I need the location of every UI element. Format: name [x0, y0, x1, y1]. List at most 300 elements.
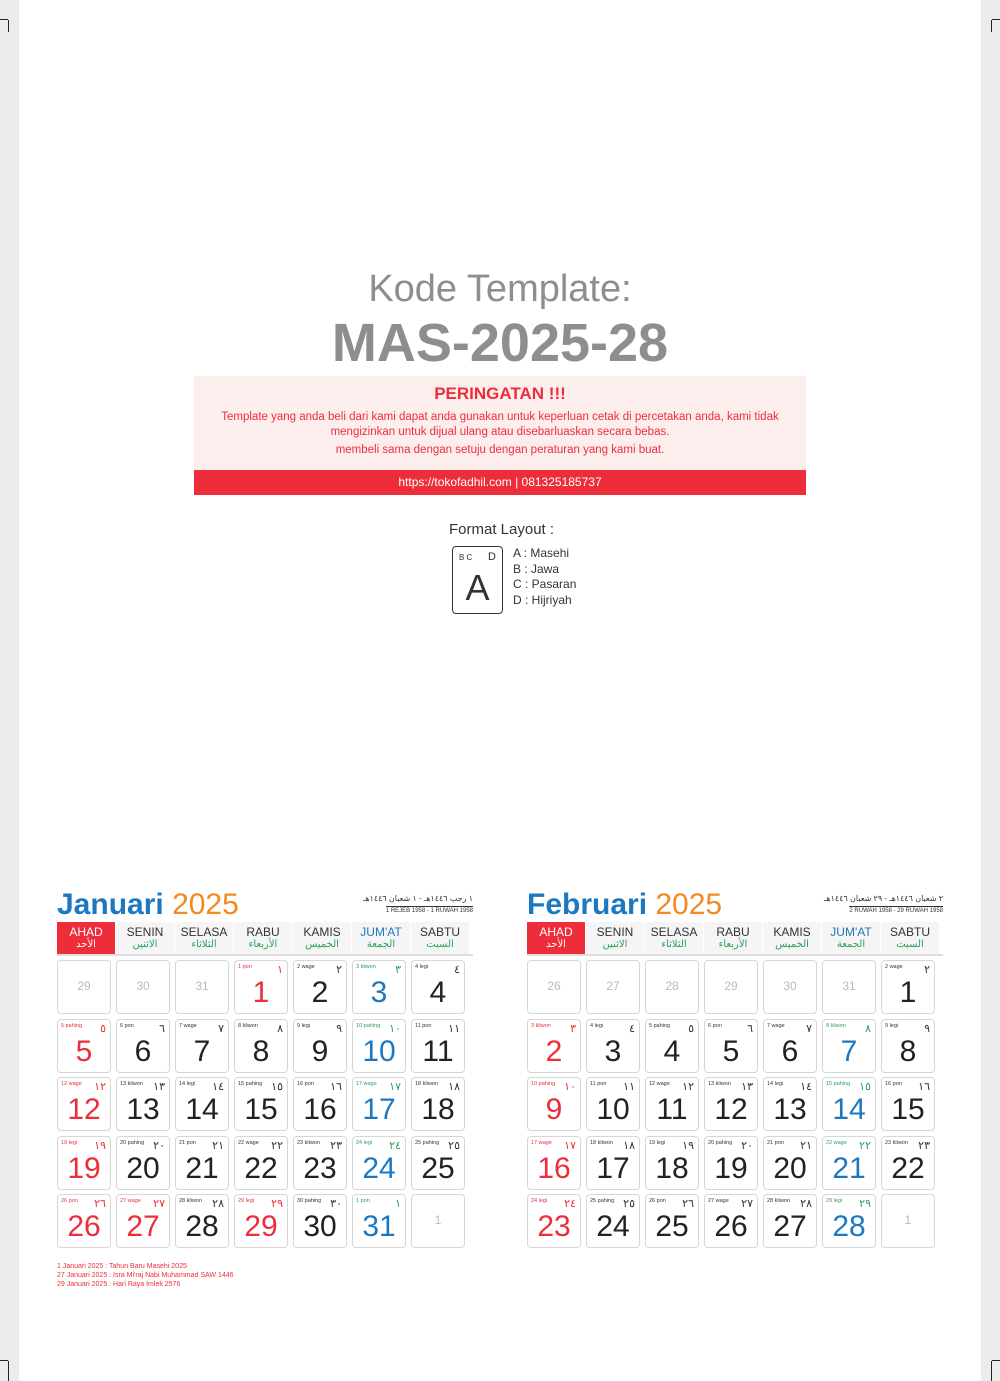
date-number: 21	[185, 1151, 219, 1185]
date-number: 6	[781, 1034, 799, 1068]
date-cell	[352, 1077, 406, 1131]
pasaran-label: 13 kliwon	[120, 1081, 143, 1087]
pasaran-label: 17 wage	[531, 1139, 552, 1146]
date-number: 31	[842, 979, 856, 993]
date-cell	[411, 1077, 465, 1131]
left-margin-strip	[0, 0, 19, 1381]
date-number: 8	[899, 1034, 917, 1068]
date-cell	[881, 1077, 935, 1131]
date-cell	[763, 1019, 817, 1073]
date-cell	[175, 1077, 229, 1131]
pasaran-label: 26 pon	[61, 1198, 78, 1204]
day-name-arabic: الأحد	[546, 939, 566, 950]
hijri-date: ٢٦	[682, 1198, 694, 1210]
pasaran-label: 14 legi	[767, 1081, 784, 1087]
date-number: 15	[244, 1093, 278, 1126]
day-name-arabic: الأربعاء	[248, 939, 278, 950]
date-number: 19	[67, 1151, 101, 1185]
hijri-date: ٢٢	[859, 1139, 871, 1152]
date-cell	[234, 1077, 288, 1131]
pasaran-label: 21 pon	[179, 1139, 196, 1146]
date-number: 29	[244, 1210, 278, 1243]
date-cell	[822, 1136, 876, 1190]
date-cell	[822, 1019, 876, 1073]
crop-mark	[0, 1360, 8, 1361]
day-name: SELASA	[180, 925, 228, 939]
crop-mark	[991, 20, 992, 32]
hijri-range: ٢ شعبان ١٤٤٦هـ - ٢٩ شعبان ١٤٤٦هـ	[824, 894, 943, 903]
pasaran-label: 15 pahing	[826, 1081, 851, 1087]
date-number: 31	[362, 1210, 396, 1243]
year: 2025	[655, 888, 723, 921]
date-number: 30	[136, 979, 150, 993]
date-number: 8	[252, 1034, 270, 1068]
hijri-date: ٢٠	[153, 1139, 165, 1152]
date-cell	[704, 1194, 758, 1248]
pasaran-label: 14 legi	[179, 1081, 196, 1087]
date-cell	[293, 1136, 347, 1190]
hijri-date: ١٣	[153, 1081, 165, 1093]
date-cell	[411, 960, 465, 1014]
date-cell	[57, 1077, 111, 1131]
hijri-date: ١٦	[918, 1081, 930, 1093]
crop-mark	[8, 20, 9, 32]
date-cell	[763, 1136, 817, 1190]
date-number: 20	[126, 1151, 160, 1185]
pasaran-label: 5 pahing	[61, 1022, 83, 1029]
date-cell	[234, 960, 288, 1014]
year: 2025	[172, 888, 239, 921]
pasaran-label: 5 pahing	[649, 1022, 671, 1029]
day-name-arabic: السبت	[896, 939, 924, 950]
date-number: 14	[832, 1093, 866, 1126]
hijri-date: ٨	[865, 1022, 871, 1035]
pasaran-label: 27 wage	[708, 1198, 729, 1204]
date-number: 28	[665, 979, 679, 993]
hijri-date: ٩	[336, 1022, 342, 1035]
date-cell	[645, 1194, 699, 1248]
date-number: 28	[832, 1210, 866, 1243]
hijri-date: ٣	[395, 964, 401, 976]
pasaran-label: 19 legi	[61, 1139, 78, 1146]
date-number: 27	[126, 1210, 160, 1243]
hijri-date: ٢١	[800, 1139, 812, 1152]
date-cell	[586, 1019, 640, 1073]
hijri-date: ١٩	[94, 1139, 106, 1152]
day-name-arabic: الثلاثاء	[191, 939, 217, 950]
day-name: RABU	[246, 925, 280, 939]
date-cell	[763, 1077, 817, 1131]
right-margin-strip	[981, 0, 1000, 1381]
hijri-date: ١٧	[389, 1081, 401, 1093]
holiday-note: 1 Januari 2025 : Tahun Baru Masehi 2025	[57, 1263, 187, 1270]
date-number: 9	[311, 1034, 329, 1068]
date-number: 19	[714, 1151, 748, 1185]
date-cell	[293, 1194, 347, 1248]
date-cell-outside	[175, 960, 229, 1014]
hijri-date: ٢٤	[564, 1198, 576, 1210]
hijri-date: ١٨	[448, 1081, 460, 1093]
date-cell-outside	[57, 960, 111, 1014]
month-name: Januari	[57, 888, 164, 921]
hijri-date: ٣٠	[330, 1198, 342, 1210]
pasaran-label: 10 pahing	[356, 1022, 381, 1029]
day-name: RABU	[716, 925, 750, 939]
hijri-date: ١٢	[682, 1081, 694, 1093]
pasaran-label: 18 kliwon	[415, 1081, 438, 1087]
hijri-date: ١٢	[94, 1081, 106, 1093]
day-name: SABTU	[889, 925, 930, 939]
date-cell	[704, 1077, 758, 1131]
date-cell	[234, 1194, 288, 1248]
day-header-kamis	[293, 922, 352, 954]
hijri-date: ١٩	[682, 1139, 694, 1152]
date-number: 21	[832, 1151, 866, 1185]
javanese-range: 1 REJEB 1958 - 1 RUWAH 1958	[385, 908, 473, 914]
hijri-date: ٢٥	[623, 1198, 635, 1210]
date-number: 1	[252, 976, 270, 1009]
date-number: 14	[185, 1093, 219, 1126]
day-name-arabic: الأحد	[76, 939, 96, 950]
format-box-bc: B C	[459, 553, 473, 562]
pasaran-label: 17 wage	[356, 1081, 377, 1087]
date-number: 16	[303, 1093, 337, 1126]
legend-item: D : Hijriyah	[513, 592, 572, 607]
hijri-range: ١ رجب ١٤٤٦هـ - ١ شعبان ١٤٤٦هـ	[362, 894, 473, 903]
pasaran-label: 23 kliwon	[885, 1139, 908, 1146]
date-number: 5	[75, 1034, 93, 1068]
hijri-date: ١٥	[271, 1081, 283, 1093]
day-header	[57, 922, 473, 956]
date-number: 11	[656, 1093, 688, 1126]
hijri-date: ٢	[924, 964, 930, 976]
date-cell	[527, 1194, 581, 1248]
warning-text-2: membeli sama dengan setuju dengan peraturan yang kami buat.	[335, 444, 665, 456]
pasaran-label: 24 legi	[356, 1139, 373, 1146]
date-cell-outside	[881, 1194, 935, 1248]
hijri-date: ٢٦	[94, 1198, 106, 1210]
hijri-date: ٢٤	[389, 1139, 401, 1152]
format-box-a: A	[465, 567, 490, 608]
pasaran-label: 25 pahing	[415, 1139, 440, 1146]
pasaran-label: 22 wage	[826, 1139, 847, 1146]
date-cell	[234, 1019, 288, 1073]
date-number: 3	[370, 976, 388, 1009]
hijri-date: ٢٩	[859, 1198, 871, 1210]
date-number: 25	[421, 1151, 455, 1185]
hijri-date: ٦	[159, 1022, 165, 1035]
hijri-date: ٢١	[212, 1139, 224, 1152]
pasaran-label: 23 kliwon	[297, 1139, 320, 1146]
warning-box	[194, 376, 806, 470]
holiday-note: 27 Januari 2025 : Isra Mi'raj Nabi Muhammad SAW 1446	[57, 1272, 234, 1279]
day-header-selasa	[175, 922, 234, 954]
pasaran-label: 13 kliwon	[708, 1081, 731, 1087]
hijri-date: ٢٥	[448, 1139, 460, 1152]
pasaran-label: 16 pon	[885, 1081, 902, 1087]
hijri-date: ٣	[570, 1022, 576, 1035]
date-number: 25	[655, 1210, 689, 1243]
hijri-date: ١٠	[389, 1022, 401, 1035]
day-name-arabic: الجمعة	[836, 939, 866, 950]
date-number: 11	[422, 1034, 454, 1068]
hijri-date: ١١	[448, 1022, 460, 1035]
date-cell-outside	[411, 1194, 465, 1248]
pasaran-label: 3 kliwon	[356, 964, 376, 970]
date-number: 30	[303, 1210, 337, 1243]
day-name-arabic: الاثنين	[602, 939, 628, 950]
hijri-date: ١٠	[564, 1081, 576, 1093]
date-cell	[704, 1136, 758, 1190]
hijri-date: ٢٣	[330, 1139, 342, 1152]
date-number: 10	[596, 1093, 630, 1126]
day-name-arabic: الخميس	[305, 939, 339, 950]
hijri-date: ١	[395, 1198, 401, 1210]
pasaran-label: 4 legi	[590, 1022, 604, 1029]
date-cell	[57, 1136, 111, 1190]
date-cell	[645, 1136, 699, 1190]
date-cell-outside	[822, 960, 876, 1014]
template-code: MAS-2025-28	[331, 313, 669, 373]
crop-mark	[992, 1360, 1000, 1361]
pasaran-label: 1 pon	[356, 1198, 370, 1204]
hijri-date: ١	[277, 964, 283, 976]
pasaran-label: 20 pahing	[120, 1139, 145, 1146]
date-cell	[116, 1077, 170, 1131]
pasaran-label: 30 pahing	[297, 1198, 322, 1204]
date-cell	[822, 1077, 876, 1131]
date-cell	[293, 1077, 347, 1131]
date-cell	[352, 1136, 406, 1190]
pasaran-label: 29 legi	[826, 1198, 843, 1204]
date-cell	[352, 1194, 406, 1248]
pasaran-label: 8 kliwon	[238, 1022, 258, 1029]
day-header-sabtu	[411, 922, 470, 954]
date-cell	[822, 1194, 876, 1248]
day-name: SENIN	[596, 925, 634, 939]
day-name: SABTU	[419, 925, 460, 939]
date-cell-outside	[645, 960, 699, 1014]
day-header-senin	[586, 922, 645, 954]
date-number: 9	[545, 1093, 563, 1126]
hijri-date: ١٣	[741, 1081, 753, 1093]
date-number: 27	[773, 1210, 807, 1243]
date-number: 17	[596, 1151, 630, 1185]
day-header-rabu	[234, 922, 293, 954]
date-number: 7	[193, 1034, 211, 1068]
date-cell	[527, 1077, 581, 1131]
date-cell	[293, 1019, 347, 1073]
pasaran-label: 15 pahing	[238, 1081, 263, 1087]
pasaran-label: 27 wage	[120, 1198, 141, 1204]
day-header-ahad	[57, 922, 116, 954]
date-number: 3	[604, 1034, 622, 1068]
date-cell-outside	[586, 960, 640, 1014]
date-number: 27	[606, 979, 620, 993]
date-number: 1	[434, 1213, 442, 1227]
hijri-date: ١٥	[859, 1081, 871, 1093]
date-number: 13	[773, 1093, 807, 1126]
date-number: 29	[77, 979, 91, 993]
hijri-date: ٨	[277, 1022, 283, 1035]
pasaran-label: 26 pon	[649, 1198, 666, 1204]
format-diagram	[452, 546, 503, 614]
day-name-arabic: السبت	[426, 939, 454, 950]
hijri-date: ٢٨	[212, 1198, 224, 1210]
pasaran-label: 3 kliwon	[531, 1022, 551, 1029]
day-name: AHAD	[69, 925, 103, 939]
hijri-date: ٥	[100, 1022, 106, 1035]
pasaran-label: 25 pahing	[590, 1198, 615, 1204]
date-number: 31	[195, 979, 209, 993]
date-cell	[411, 1019, 465, 1073]
day-header-jumat	[822, 922, 881, 954]
date-number: 18	[655, 1151, 689, 1185]
day-name: SENIN	[126, 925, 164, 939]
date-number: 20	[773, 1151, 807, 1185]
date-number: 18	[421, 1093, 455, 1126]
date-cell	[586, 1077, 640, 1131]
date-cell	[881, 1019, 935, 1073]
holiday-notes	[57, 1262, 234, 1289]
date-number: 23	[303, 1151, 337, 1185]
date-cell	[527, 1136, 581, 1190]
hijri-date: ١٨	[623, 1139, 635, 1152]
pasaran-label: 12 wage	[61, 1081, 82, 1087]
date-cell	[234, 1136, 288, 1190]
date-number: 30	[783, 979, 797, 993]
contact-bar: https://tokofadhil.com | 081325185737	[194, 470, 806, 495]
date-cell-outside	[763, 960, 817, 1014]
calendar-title	[57, 888, 239, 922]
date-cell	[763, 1194, 817, 1248]
date-number: 4	[429, 976, 447, 1009]
day-header-rabu	[704, 922, 763, 954]
calendar-title	[527, 888, 722, 922]
date-number: 2	[545, 1034, 563, 1068]
hijri-date: ٢	[336, 964, 342, 976]
date-cell	[881, 1136, 935, 1190]
format-legend	[513, 546, 576, 608]
crop-mark	[991, 1361, 992, 1381]
date-cell	[175, 1194, 229, 1248]
date-number: 1	[899, 976, 917, 1009]
day-name-arabic: الثلاثاء	[661, 939, 687, 950]
day-name: JUM'AT	[360, 925, 402, 939]
day-name-arabic: الاثنين	[132, 939, 158, 950]
date-cell-outside	[704, 960, 758, 1014]
pasaran-label: 12 wage	[649, 1081, 670, 1087]
hijri-date: ٢٧	[153, 1198, 165, 1210]
hijri-date: ٩	[924, 1022, 930, 1035]
date-number: 28	[185, 1210, 219, 1243]
legend-item: B : Jawa	[513, 561, 560, 576]
date-number: 4	[663, 1034, 681, 1068]
date-cell	[352, 1019, 406, 1073]
holiday-note: 29 Januari 2025 : Hari Raya Imlek 2576	[57, 1281, 181, 1288]
pasaran-label: 9 legi	[885, 1022, 899, 1029]
pasaran-label: 22 wage	[238, 1139, 259, 1146]
day-name: KAMIS	[303, 925, 341, 939]
date-number: 23	[537, 1210, 571, 1243]
warning-text: Template yang anda beli dari kami dapat anda gunakan untuk keperluan cetak di percetakan anda, kami tidak mengizinkan untuk dijual ulang atau disebarluaskan secara bebas.	[221, 411, 779, 438]
date-cell-outside	[527, 960, 581, 1014]
pasaran-label: 19 legi	[649, 1139, 666, 1146]
hijri-date: ٦	[747, 1022, 753, 1035]
pasaran-label: 7 wage	[179, 1022, 197, 1029]
date-number: 15	[891, 1093, 925, 1126]
hijri-date: ٢٧	[741, 1198, 753, 1210]
date-cell	[175, 1019, 229, 1073]
hijri-date: ٢٨	[800, 1198, 812, 1210]
pasaran-label: 7 wage	[767, 1022, 785, 1029]
date-cell	[175, 1136, 229, 1190]
day-name: KAMIS	[773, 925, 811, 939]
day-name-arabic: الجمعة	[366, 939, 396, 950]
code-label: Kode Template:	[368, 268, 632, 310]
date-number: 2	[311, 976, 329, 1009]
pasaran-label: 16 pon	[297, 1081, 314, 1087]
day-header-kamis	[763, 922, 822, 954]
pasaran-label: 20 pahing	[708, 1139, 733, 1146]
pasaran-label: 2 wage	[297, 964, 315, 970]
date-number: 24	[596, 1210, 630, 1243]
date-cell	[352, 960, 406, 1014]
warning-title: PERINGATAN !!!	[434, 384, 566, 403]
date-cell	[645, 1077, 699, 1131]
pasaran-label: 8 kliwon	[826, 1022, 846, 1029]
pasaran-label: 21 pon	[767, 1139, 784, 1146]
date-number: 26	[714, 1210, 748, 1243]
day-name-arabic: الأربعاء	[718, 939, 748, 950]
hijri-date: ٤	[454, 964, 460, 976]
date-cell	[116, 1019, 170, 1073]
pasaran-label: 11 pon	[590, 1081, 607, 1087]
pasaran-label: 4 legi	[415, 964, 429, 970]
date-cell	[116, 1194, 170, 1248]
day-header-ahad	[527, 922, 586, 954]
date-number: 29	[724, 979, 738, 993]
date-number: 7	[840, 1034, 858, 1068]
date-cell	[586, 1194, 640, 1248]
legend-item: C : Pasaran	[513, 577, 577, 591]
date-cell-outside	[116, 960, 170, 1014]
hijri-date: ٧	[806, 1022, 812, 1035]
crop-mark	[992, 19, 1000, 20]
date-cell	[704, 1019, 758, 1073]
date-number: 5	[722, 1034, 740, 1068]
hijri-date: ٧	[218, 1022, 224, 1035]
date-number: 24	[362, 1151, 396, 1185]
month-name: Februari	[527, 888, 648, 921]
day-name: AHAD	[539, 925, 573, 939]
date-cell	[116, 1136, 170, 1190]
hijri-date: ١٤	[212, 1081, 224, 1093]
date-number: 12	[714, 1093, 748, 1126]
pasaran-label: 24 legi	[531, 1198, 548, 1204]
hijri-date: ٢٠	[741, 1139, 753, 1152]
date-number: 16	[537, 1151, 571, 1185]
day-name: SELASA	[650, 925, 698, 939]
date-number: 13	[126, 1093, 160, 1126]
date-cell	[586, 1136, 640, 1190]
date-cell	[57, 1194, 111, 1248]
javanese-range: 2 RUWAH 1958 - 29 RUWAH 1958	[849, 908, 943, 914]
day-header-senin	[116, 922, 175, 954]
date-number: 12	[67, 1093, 101, 1126]
date-cell	[527, 1019, 581, 1073]
format-box-d: D	[488, 551, 496, 563]
